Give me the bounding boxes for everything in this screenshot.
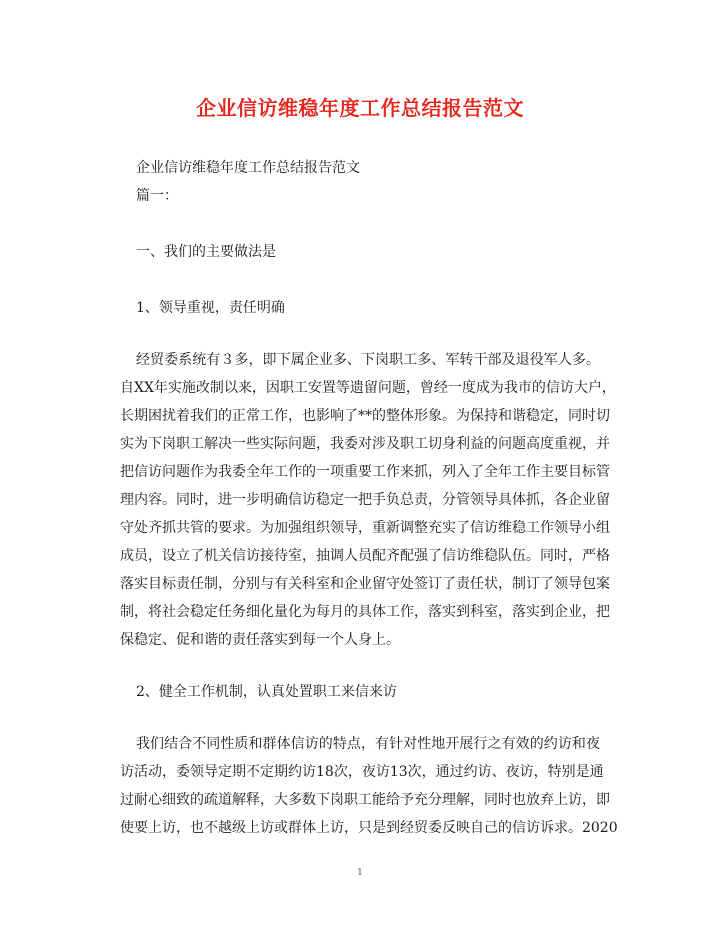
paragraph-line: 自XX年实施改制以来，因职工安置等遗留问题，曾经一度成为我市的信访大户， xyxy=(120,380,616,396)
subsection-heading-2: 2、健全工作机制，认真处置职工来信来访 xyxy=(136,684,397,700)
paragraph-line: 访活动，委领导定期不定期约访18次，夜访13次，通过约访、夜访，特别是通 xyxy=(120,764,604,780)
part-label: 篇一： xyxy=(136,188,178,204)
document-subtitle: 企业信访维稳年度工作总结报告范文 xyxy=(136,160,360,176)
paragraph-line: 长期困扰着我们的正常工作，也影响了**的整体形象。为保持和谐稳定，同时切 xyxy=(120,408,610,424)
section-heading: 一、我们的主要做法是 xyxy=(136,244,276,260)
paragraph-1 xyxy=(120,346,616,654)
page-number: 1 xyxy=(357,868,363,878)
paragraph-line: 保稳定、促和谐的责任落实到每一个人身上。 xyxy=(120,632,400,648)
paragraph-line: 过耐心细致的疏道解释，大多数下岗职工能给予充分理解，同时也放弃上访，即 xyxy=(120,792,610,808)
paragraph-line: 实为下岗职工解决一些实际问题，我委对涉及职工切身利益的问题高度重视，并 xyxy=(120,436,610,452)
paragraph-line: 理内容。同时，进一步明确信访稳定一把手负总责，分管领导具体抓，各企业留 xyxy=(120,492,610,508)
paragraph-line: 落实目标责任制，分别与有关科室和企业留守处签订了责任状，制订了领导包案 xyxy=(120,576,610,592)
paragraph-line: 制，将社会稳定任务细化量化为每月的具体工作，落实到科室，落实到企业，把 xyxy=(120,604,610,620)
paragraph-line: 使要上访，也不越级上访或群体上访，只是到经贸委反映自己的信访诉求。2020 xyxy=(120,820,618,836)
paragraph-line: 守处齐抓共管的要求。为加强组织领导，重新调整充实了信访维稳工作领导小组 xyxy=(120,520,610,536)
subsection-heading-1: 1、领导重视，责任明确 xyxy=(136,300,285,316)
document-title: 企业信访维稳年度工作总结报告范文 xyxy=(196,96,524,120)
paragraph-line: 经贸委系统有３多，即下属企业多、下岗职工多、军转干部及退役军人多。 xyxy=(136,352,600,368)
paragraph-2 xyxy=(120,730,618,842)
paragraph-line: 成员，设立了机关信访接待室，抽调人员配齐配强了信访维稳队伍。同时，严格 xyxy=(120,548,610,564)
paragraph-line: 把信访问题作为我委全年工作的一项重要工作来抓，列入了全年工作主要目标管 xyxy=(120,464,610,480)
paragraph-line: 我们结合不同性质和群体信访的特点，有针对性地开展行之有效的约访和夜 xyxy=(136,736,600,752)
